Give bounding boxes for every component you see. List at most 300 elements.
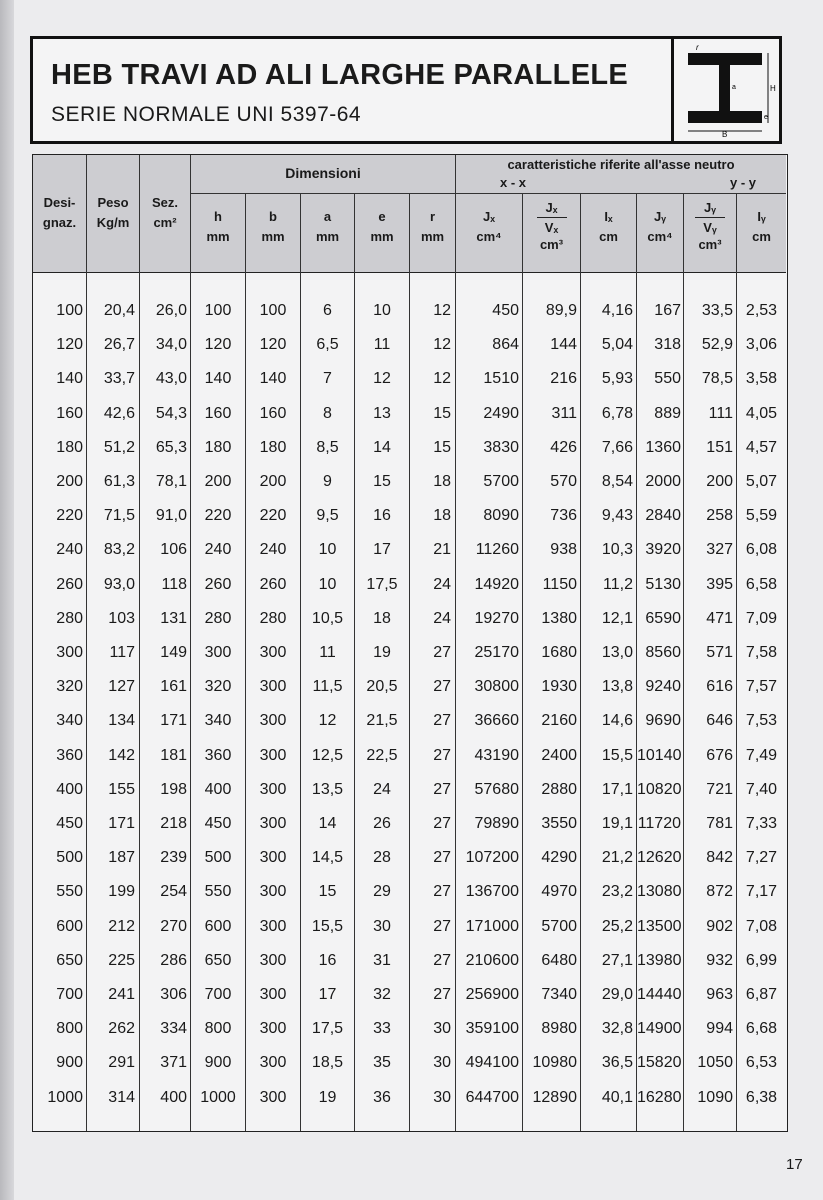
header-b: b mm	[261, 209, 285, 244]
cell-jx-vx: 1930	[541, 678, 577, 696]
cell-ix: 29,0	[601, 986, 633, 1003]
cell-peso: 187	[108, 849, 135, 867]
cell-e: 29	[373, 883, 391, 901]
cell-e: 31	[373, 951, 391, 969]
cell-jx-vx: 570	[550, 473, 577, 490]
cell-h: 120	[204, 336, 232, 354]
table-body	[33, 272, 786, 1132]
cell-h: 800	[204, 1020, 232, 1038]
cell-ix: 5,93	[601, 370, 633, 388]
page-title: HEB TRAVI AD ALI LARGHE PARALLELE	[51, 59, 628, 91]
cell-e: 21,5	[366, 712, 398, 730]
cell-r: 27	[433, 712, 451, 730]
cell-r: 27	[433, 815, 451, 832]
cell-jy-vy: 471	[706, 609, 733, 627]
cell-jy: 14440	[637, 986, 682, 1003]
cell-peso: 26,7	[103, 336, 135, 354]
cell-jy: 10820	[637, 780, 682, 798]
cell-e: 17	[373, 541, 391, 559]
cell-jy-vy: 781	[706, 815, 733, 832]
table-row	[33, 328, 786, 362]
cell-sez: 131	[160, 609, 187, 627]
cell-r: 30	[433, 1088, 451, 1106]
cell-jx-vx: 89,9	[545, 302, 577, 319]
cell-jy: 14900	[637, 1020, 682, 1038]
table-row	[33, 499, 786, 533]
cell-e: 36	[373, 1088, 391, 1106]
cell-jy-vy: 200	[706, 473, 733, 490]
cell-designaz: 450	[56, 815, 83, 832]
cell-a: 6,5	[316, 336, 339, 354]
cell-r: 12	[433, 336, 451, 354]
cell-designaz: 500	[56, 849, 83, 867]
cell-ix: 6,78	[601, 404, 633, 422]
cell-r: 18	[433, 473, 451, 490]
cell-b: 300	[259, 849, 287, 867]
cell-iy: 7,27	[745, 849, 778, 867]
table-row	[33, 807, 786, 841]
cell-designaz: 1000	[47, 1088, 83, 1106]
cell-jx-vx: 311	[551, 404, 577, 422]
cell-b: 200	[259, 473, 287, 490]
cell-designaz: 200	[56, 473, 83, 490]
label-h: H	[770, 84, 776, 93]
cell-h: 450	[204, 815, 232, 832]
cell-e: 20,5	[366, 678, 398, 696]
cell-h: 200	[204, 473, 232, 490]
cell-jy: 9690	[645, 712, 681, 730]
cell-jy: 3920	[645, 541, 681, 559]
cell-ix: 27,1	[601, 951, 633, 969]
cell-e: 13	[373, 404, 391, 422]
cell-jx: 30800	[474, 678, 519, 696]
cell-sez: 161	[160, 678, 187, 696]
cell-iy: 5,59	[745, 507, 778, 525]
cell-h: 260	[204, 575, 232, 593]
cell-jx: 450	[492, 302, 519, 319]
cell-r: 12	[433, 370, 451, 388]
cell-a: 6	[323, 302, 332, 319]
cell-jy: 9240	[645, 678, 681, 696]
cell-h: 650	[204, 951, 232, 969]
cell-e: 18	[373, 609, 391, 627]
table-row	[33, 841, 786, 875]
cell-jx: 57680	[474, 780, 519, 798]
cell-designaz: 100	[56, 302, 83, 319]
cell-designaz: 240	[56, 541, 83, 559]
cell-a: 9,5	[316, 507, 339, 525]
cell-ix: 7,66	[601, 438, 633, 456]
cell-sez: 254	[160, 883, 187, 901]
cell-b: 100	[259, 302, 287, 319]
cell-jx: 136700	[465, 883, 519, 901]
cell-a: 15	[318, 883, 337, 901]
cell-a: 15,5	[311, 917, 344, 935]
cell-peso: 103	[108, 609, 135, 627]
header-jy: Jᵧ cm⁴	[647, 209, 673, 244]
cell-ix: 19,1	[601, 815, 633, 832]
cell-jy-vy: 395	[706, 575, 733, 593]
cell-jy-vy: 258	[706, 507, 733, 525]
cell-ix: 21,2	[601, 849, 633, 867]
cell-peso: 241	[108, 986, 135, 1003]
table-row	[33, 533, 786, 567]
title-box	[30, 36, 782, 144]
cell-iy: 7,57	[745, 678, 778, 696]
cell-peso: 262	[108, 1020, 135, 1038]
cell-e: 15	[373, 473, 391, 490]
label-a: a	[732, 84, 736, 91]
cell-sez: 91,0	[155, 507, 187, 525]
cell-a: 17,5	[311, 1020, 344, 1038]
cell-a: 19	[318, 1088, 337, 1106]
header-caratteristiche: caratteristiche riferite all'asse neutro	[507, 157, 735, 172]
cell-peso: 117	[109, 644, 135, 661]
cell-peso: 20,4	[103, 302, 135, 319]
table-row	[33, 431, 786, 465]
table-row	[33, 773, 786, 807]
cell-jy-vy: 872	[706, 883, 733, 901]
cell-iy: 7,53	[745, 712, 778, 730]
cell-e: 10	[373, 302, 391, 319]
cell-e: 33	[373, 1020, 391, 1038]
cell-sez: 371	[160, 1054, 187, 1072]
cell-jx: 19270	[474, 609, 519, 627]
cell-jx-vx: 1380	[541, 609, 577, 627]
cell-iy: 5,07	[745, 473, 778, 490]
label-e: e	[764, 114, 768, 121]
cell-a: 11,5	[312, 678, 343, 696]
cell-sez: 239	[160, 849, 187, 867]
cell-iy: 6,38	[745, 1088, 778, 1106]
table-row	[33, 636, 786, 670]
cell-a: 8	[323, 404, 332, 422]
cell-jy-vy: 571	[706, 644, 733, 661]
cell-designaz: 600	[56, 917, 83, 935]
cell-a: 12	[318, 712, 337, 730]
table-row	[33, 465, 786, 499]
cell-a: 17	[318, 986, 337, 1003]
cell-ix: 12,1	[601, 609, 633, 627]
cell-iy: 7,08	[745, 917, 778, 935]
cell-b: 240	[259, 541, 287, 559]
cell-jy-vy: 994	[706, 1020, 733, 1038]
cell-ix: 25,2	[601, 917, 633, 935]
cell-ix: 17,1	[601, 780, 633, 798]
cell-jx-vx: 4290	[541, 849, 577, 867]
cell-sez: 118	[161, 575, 187, 593]
cell-iy: 7,09	[745, 609, 778, 627]
cell-jx-vx: 4970	[541, 883, 577, 901]
cell-jy-vy: 111	[708, 404, 733, 422]
cell-peso: 155	[108, 780, 135, 798]
cell-jy: 318	[654, 336, 681, 354]
cell-designaz: 800	[56, 1020, 83, 1038]
cell-h: 320	[204, 678, 232, 696]
cell-e: 22,5	[366, 746, 398, 764]
cell-b: 220	[259, 507, 287, 525]
cell-a: 10	[318, 575, 337, 593]
cell-jx: 1510	[483, 370, 519, 388]
cell-r: 27	[433, 986, 451, 1003]
cell-designaz: 160	[56, 404, 83, 422]
label-r: r	[696, 43, 699, 52]
cell-jx-vx: 12890	[532, 1088, 577, 1106]
cell-jy-vy: 78,5	[701, 370, 733, 388]
cell-jx-vx: 2160	[541, 712, 577, 730]
cell-r: 27	[433, 951, 451, 969]
cell-iy: 7,58	[745, 644, 778, 661]
cell-jx: 43190	[474, 746, 519, 764]
cell-h: 360	[204, 746, 232, 764]
table-row	[33, 397, 786, 431]
cell-jx: 2490	[483, 404, 519, 422]
header-sez: Sez. cm²	[151, 195, 178, 230]
cell-sez: 218	[160, 815, 187, 832]
table-row	[33, 1012, 786, 1046]
cell-jy-vy: 932	[706, 951, 733, 969]
cell-e: 11	[373, 336, 391, 354]
cell-jy: 889	[654, 404, 681, 422]
cell-e: 12	[373, 370, 391, 388]
cell-b: 300	[259, 1020, 287, 1038]
cell-designaz: 650	[56, 951, 83, 969]
cell-jy: 11720	[637, 815, 681, 832]
cell-b: 300	[259, 678, 287, 696]
cell-e: 14	[373, 438, 391, 456]
table-row	[33, 704, 786, 738]
cell-jx: 11260	[475, 541, 519, 559]
cell-peso: 33,7	[103, 370, 135, 388]
cell-b: 120	[259, 336, 287, 354]
cell-r: 15	[433, 438, 451, 456]
cell-r: 24	[433, 575, 451, 593]
cell-peso: 42,6	[103, 404, 135, 422]
cell-iy: 6,08	[745, 541, 778, 559]
cell-r: 21	[433, 541, 451, 559]
cell-r: 27	[433, 917, 451, 935]
cell-ix: 4,16	[601, 302, 633, 319]
cell-iy: 7,49	[745, 746, 778, 764]
cell-a: 9	[323, 473, 332, 490]
cell-jx: 210600	[465, 951, 519, 969]
cell-jy-vy: 1050	[697, 1054, 733, 1072]
cell-designaz: 220	[56, 507, 83, 525]
cell-jx-vx: 938	[550, 541, 577, 559]
cell-h: 400	[204, 780, 232, 798]
cell-b: 300	[259, 780, 287, 798]
cell-sez: 78,1	[155, 473, 187, 490]
cell-iy: 4,57	[745, 438, 778, 456]
cell-jy-vy: 721	[706, 780, 733, 798]
cell-jy: 6590	[645, 609, 681, 627]
cell-sez: 54,3	[155, 404, 187, 422]
cell-jx: 107200	[465, 849, 519, 867]
cell-jy: 8560	[645, 644, 681, 661]
cell-a: 14,5	[311, 849, 344, 867]
cell-a: 8,5	[316, 438, 339, 456]
cell-jx: 8090	[483, 507, 519, 525]
cell-e: 32	[373, 986, 391, 1003]
cell-r: 27	[433, 883, 451, 901]
cell-iy: 3,58	[745, 370, 778, 388]
cell-r: 27	[433, 780, 451, 798]
cell-jy: 167	[654, 302, 681, 319]
cell-peso: 134	[108, 712, 135, 730]
cell-iy: 3,06	[745, 336, 778, 354]
cell-b: 300	[259, 883, 287, 901]
cell-jx-vx: 6480	[541, 951, 577, 969]
cell-jx-vx: 2880	[541, 780, 577, 798]
cell-r: 30	[433, 1020, 451, 1038]
cell-ix: 40,1	[601, 1088, 633, 1106]
cell-jy-vy: 646	[706, 712, 733, 730]
header-iy: Iᵧ cm	[752, 209, 771, 244]
cell-r: 27	[433, 678, 451, 696]
cell-jy-vy: 902	[706, 917, 733, 935]
cell-jx: 171000	[465, 917, 519, 935]
cell-r: 27	[433, 644, 451, 661]
cell-ix: 11,2	[603, 575, 633, 593]
cell-peso: 127	[108, 678, 135, 696]
table-row	[33, 1046, 786, 1080]
cell-b: 300	[259, 917, 287, 935]
cell-designaz: 140	[56, 370, 83, 388]
header-a: a mm	[315, 209, 340, 244]
cell-jx: 36660	[474, 712, 519, 730]
cell-jx: 359100	[465, 1020, 519, 1038]
cell-iy: 6,99	[745, 951, 778, 969]
label-b: B	[722, 130, 728, 138]
cell-jy: 1360	[645, 438, 681, 456]
cell-b: 300	[259, 815, 287, 832]
cell-jx-vx: 144	[550, 336, 577, 354]
cell-h: 140	[204, 370, 232, 388]
cell-a: 12,5	[311, 746, 344, 764]
cell-sez: 181	[160, 746, 187, 764]
cell-r: 27	[433, 849, 451, 867]
table-row	[33, 978, 786, 1012]
cell-a: 10,5	[311, 609, 344, 627]
cell-jy-vy: 676	[706, 746, 733, 764]
cell-e: 26	[373, 815, 391, 832]
table-row	[33, 670, 786, 704]
cell-iy: 7,17	[745, 883, 778, 901]
cell-h: 180	[204, 438, 232, 456]
cell-ix: 14,6	[601, 712, 633, 730]
cell-ix: 13,0	[601, 644, 633, 661]
cell-h: 1000	[200, 1088, 236, 1106]
cell-iy: 6,68	[745, 1020, 778, 1038]
cell-jy: 15820	[637, 1054, 682, 1072]
cell-h: 340	[204, 712, 232, 730]
cell-a: 10	[318, 541, 337, 559]
table-row	[33, 294, 786, 328]
cell-jy: 12620	[637, 849, 682, 867]
cell-iy: 7,33	[745, 815, 778, 832]
table-row	[33, 944, 786, 978]
cell-ix: 10,3	[601, 541, 633, 559]
cell-designaz: 400	[56, 780, 83, 798]
cell-jy: 13500	[637, 917, 682, 935]
cell-b: 300	[259, 1088, 287, 1106]
cell-b: 300	[259, 951, 287, 969]
cell-b: 300	[259, 712, 287, 730]
cell-sez: 171	[160, 712, 187, 730]
cell-sez: 400	[160, 1088, 187, 1106]
cell-designaz: 550	[56, 883, 83, 901]
header-axis-xx: x - x	[499, 175, 526, 190]
cell-peso: 61,3	[103, 473, 135, 490]
header-designaz: Desi- gnaz.	[42, 195, 77, 230]
cell-jx: 14920	[474, 575, 519, 593]
cell-jx-vx: 216	[550, 370, 577, 388]
profile-diagram	[671, 39, 779, 141]
cell-ix: 9,43	[601, 507, 633, 525]
table-row	[33, 739, 786, 773]
cell-iy: 6,58	[745, 575, 778, 593]
cell-jy: 16280	[637, 1088, 682, 1106]
cell-ix: 13,8	[601, 678, 633, 696]
table-row	[33, 1081, 786, 1115]
cell-jx-vx: 1150	[542, 575, 577, 593]
cell-peso: 71,5	[103, 507, 135, 525]
cell-peso: 93,0	[103, 575, 135, 593]
page-subtitle: SERIE NORMALE UNI 5397-64	[51, 103, 362, 126]
cell-jx-vx: 8980	[541, 1020, 577, 1038]
cell-sez: 270	[160, 917, 187, 935]
cell-a: 13,5	[311, 780, 344, 798]
cell-jx: 5700	[483, 473, 519, 490]
cell-ix: 5,04	[601, 336, 633, 354]
header-dimensioni: Dimensioni	[285, 165, 361, 181]
cell-jy: 2000	[645, 473, 681, 490]
cell-r: 30	[433, 1054, 451, 1072]
cell-jx-vx: 10980	[532, 1054, 577, 1072]
cell-sez: 106	[160, 541, 187, 559]
cell-jx-vx: 7340	[541, 986, 577, 1003]
cell-e: 17,5	[366, 575, 398, 593]
cell-jx: 494100	[465, 1054, 519, 1072]
cell-jy-vy: 842	[706, 849, 733, 867]
cell-h: 240	[204, 541, 232, 559]
cell-jx: 864	[492, 336, 519, 354]
cell-jx-vx: 1680	[541, 644, 577, 661]
cell-peso: 199	[108, 883, 135, 901]
header-ix: Iₓ cm	[599, 209, 618, 244]
cell-jx-vx: 426	[550, 438, 577, 456]
cell-designaz: 180	[56, 438, 83, 456]
table-row	[33, 875, 786, 909]
cell-peso: 212	[108, 917, 135, 935]
cell-h: 700	[204, 986, 232, 1003]
cell-jx-vx: 5700	[541, 917, 577, 935]
cell-ix: 23,2	[601, 883, 633, 901]
cell-designaz: 320	[56, 678, 83, 696]
header-jy-vy: Jᵧ Vᵧ cm³	[684, 199, 736, 253]
cell-designaz: 120	[56, 336, 83, 354]
header-e: e mm	[370, 209, 394, 244]
cell-h: 500	[204, 849, 232, 867]
cell-jx: 256900	[465, 986, 519, 1003]
cell-jy-vy: 33,5	[701, 302, 733, 319]
header-peso: Peso Kg/m	[96, 195, 130, 230]
cell-sez: 286	[160, 951, 187, 969]
cell-b: 140	[259, 370, 287, 388]
cell-sez: 198	[160, 780, 187, 798]
cell-sez: 306	[160, 986, 187, 1003]
book-binding	[0, 0, 14, 1200]
